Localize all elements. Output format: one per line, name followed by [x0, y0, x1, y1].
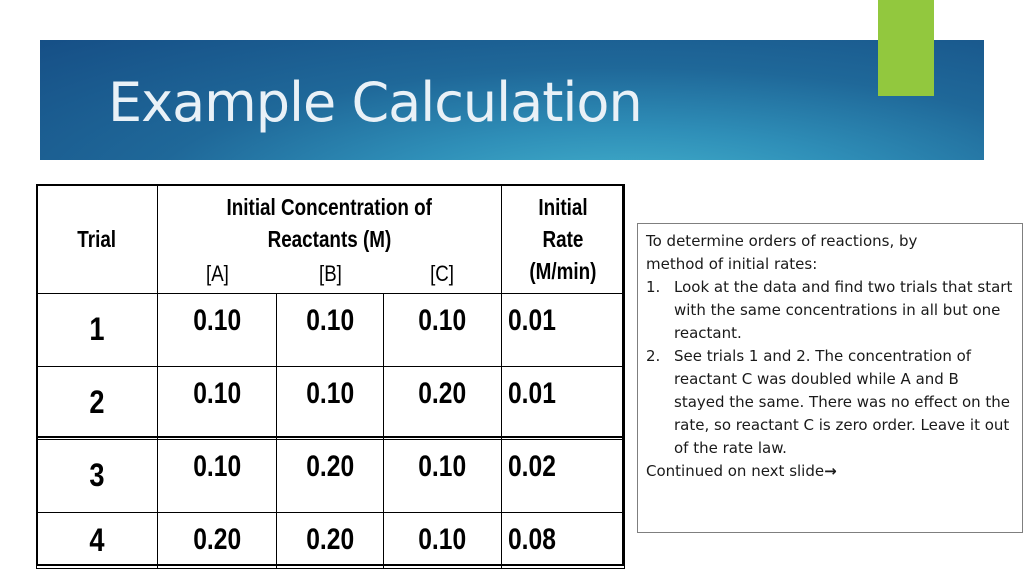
step-number: 1.: [646, 278, 661, 296]
rate-cell: 0.01: [502, 293, 625, 366]
conc-a-cell: 0.20: [158, 512, 277, 568]
conc-b-cell: 0.10: [277, 293, 384, 366]
trial-cell: 2: [37, 366, 158, 439]
conc-c-cell: 0.10: [384, 293, 502, 366]
trial-header: Trial: [77, 225, 117, 252]
col-c-header: [C]: [430, 260, 455, 286]
rate-data-table: [36, 184, 625, 569]
conc-b-cell: 0.10: [277, 366, 384, 439]
conc-c-cell: 0.20: [384, 366, 502, 439]
continued-note: [646, 460, 1014, 483]
explanation-textbox: [637, 223, 1023, 533]
trial-header-cell: [37, 185, 158, 294]
rate-header-cell: [502, 185, 625, 294]
rate-header-line2: Rate: [542, 225, 584, 252]
table-row: [37, 293, 625, 366]
trial-cell: 1: [37, 293, 158, 366]
step-text: See trials 1 and 2. The concentration of reactant C was doubled while A and B stayed the same. There was no effect on the rate, so reactant C is zero order. Leave it out of the rate law.: [674, 347, 1011, 457]
trial-cell: 4: [37, 512, 158, 568]
conc-a-cell: 0.10: [158, 366, 277, 439]
steps-list: [646, 276, 1014, 460]
rate-header-line1: Initial: [538, 193, 588, 220]
concentration-header-line2: Reactants (M): [267, 226, 392, 252]
conc-b-cell: 0.20: [277, 512, 384, 568]
col-c-header-cell: [384, 255, 502, 293]
table-header-row: [37, 185, 625, 256]
table-row: [37, 512, 625, 568]
rate-header-line3: (M/min): [529, 257, 597, 284]
continued-text: Continued on next slide: [646, 462, 825, 480]
green-accent-bar: [878, 0, 934, 96]
concentration-header-line1: Initial Concentration of: [226, 194, 433, 220]
col-a-header-cell: [158, 255, 277, 293]
rate-cell: 0.08: [502, 512, 625, 568]
rate-cell: 0.02: [502, 439, 625, 512]
col-b-header: [B]: [318, 260, 342, 286]
concentration-header-cell: [158, 185, 502, 256]
trial-cell: 3: [37, 439, 158, 512]
table-row: [37, 439, 625, 512]
conc-a-cell: 0.10: [158, 439, 277, 512]
table-row: [37, 366, 625, 439]
conc-c-cell: 0.10: [384, 512, 502, 568]
note-intro-line1: To determine orders of reactions, by: [646, 232, 918, 250]
col-b-header-cell: [277, 255, 384, 293]
conc-a-cell: 0.10: [158, 293, 277, 366]
conc-c-cell: 0.10: [384, 439, 502, 512]
step-item: [646, 345, 1014, 460]
step-item: [646, 276, 1014, 345]
step-text: Look at the data and find two trials that start with the same concentrations in all but one reactant.: [674, 278, 1013, 342]
note-intro-line2: method of initial rates:: [646, 255, 818, 273]
rate-cell: 0.01: [502, 366, 625, 439]
slide-title: Example Calculation: [108, 71, 642, 134]
right-arrow-icon: →: [824, 462, 837, 480]
conc-b-cell: 0.20: [277, 439, 384, 512]
col-a-header: [A]: [205, 260, 229, 286]
step-number: 2.: [646, 347, 661, 365]
